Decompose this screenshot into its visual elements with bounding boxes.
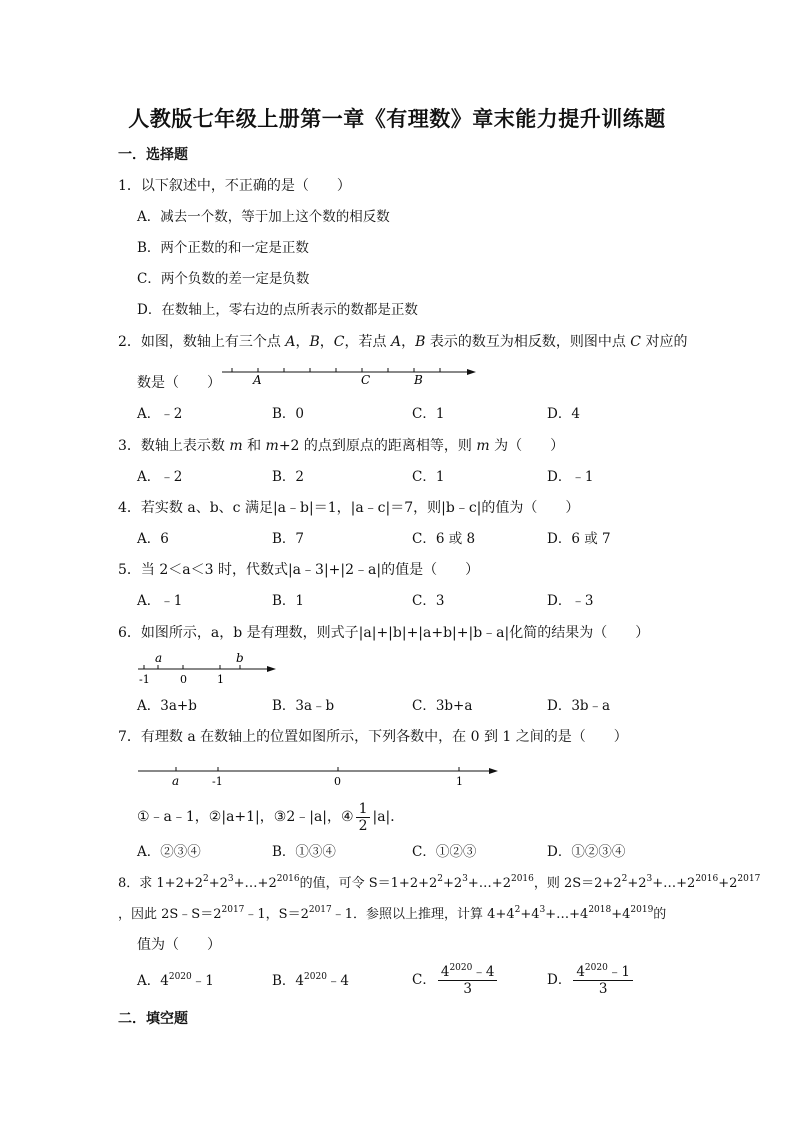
axis-label-a: A — [253, 373, 262, 386]
question-5-option-d: D．﹣3 — [547, 593, 594, 609]
question-6-stem: 6．如图所示，a，b 是有理数，则式子|a|+|b|+|a+b|+|b﹣a|化简的结果为（ ） — [118, 625, 650, 641]
axis-label-a: a — [155, 651, 163, 665]
page-title: 人教版七年级上册第一章《有理数》章末能力提升训练题 — [128, 106, 666, 131]
question-4-option-b: B．7 — [272, 531, 305, 547]
question-1-option-b: B．两个正数的和一定是正数 — [137, 240, 309, 256]
question-7-option-d: D．①②③④ — [547, 844, 626, 860]
question-6-option-c: C．3b+a — [412, 698, 473, 714]
axis-label-b: b — [236, 651, 244, 665]
axis-tick-neg1: -1 — [139, 673, 150, 686]
section-heading-choice: 一．选择题 — [118, 147, 188, 163]
question-7-stem: 7．有理数 a 在数轴上的位置如图所示，下列各数中，在 0 到 1 之间的是（ ） — [118, 729, 628, 745]
question-1-option-a: A．减去一个数，等于加上这个数的相反数 — [137, 209, 390, 225]
question-6-option-d: D．3b﹣a — [547, 698, 611, 714]
question-8-option-b: B．$4^{2020}﹣4$ — [272, 972, 350, 989]
question-8-stem-line2: ，因此 $2S﹣S=2^{2017}﹣1$，$S=2^{2017}﹣1$．参照以上推理，计算 $4+4^2+4^3+\dots+4^{2018}+4^{2019}$的 — [118, 905, 667, 922]
fraction-half: $\frac{1}{2}$ — [356, 801, 371, 834]
question-2-option-b: B．0 — [272, 406, 305, 422]
question-1-stem: 1．以下叙述中，不正确的是（ ） — [118, 178, 351, 194]
axis-tick-1: 1 — [456, 775, 463, 788]
axis-label-a: a — [172, 774, 180, 788]
question-1-option-d: D．在数轴上，零右边的点所表示的数都是正数 — [137, 302, 418, 318]
question-7-option-c: C．①②③ — [412, 844, 477, 860]
question-4-option-a: A．6 — [137, 531, 169, 547]
question-6-option-a: A．3a+b — [137, 698, 197, 714]
section-heading-fill: 二．填空题 — [118, 1011, 188, 1027]
axis-tick-0: 0 — [334, 775, 341, 788]
question-7-option-a: A．②③④ — [137, 844, 201, 860]
question-8-option-a: A．$4^{2020}﹣1$ — [137, 972, 214, 989]
question-8-option-d: D． $\frac{4^{2020}﹣1}{3}$ — [547, 962, 635, 998]
fraction-d: $\frac{4^{2020}﹣1}{3}$ — [573, 964, 633, 997]
question-7-number-line — [136, 763, 504, 789]
question-1-option-c: C．两个负数的差一定是负数 — [137, 271, 310, 287]
question-6-number-line — [136, 650, 281, 686]
question-3-option-b: B．2 — [272, 469, 305, 485]
question-7-items: ①﹣a﹣1，②|a+1|，③2﹣|a|，④ $\frac{1}{2}$ |a|． — [137, 800, 405, 834]
question-4-option-d: D．6 或 7 — [547, 531, 611, 547]
axis-label-c: C — [361, 373, 371, 386]
question-2-option-c: C．1 — [412, 406, 445, 422]
axis-tick-neg1: -1 — [212, 775, 223, 788]
axis-tick-0: 0 — [180, 673, 187, 686]
question-7-option-b: B．①③④ — [272, 844, 336, 860]
question-3-option-d: D．﹣1 — [547, 469, 594, 485]
fraction-c: $\frac{4^{2020}﹣4}{3}$ — [438, 964, 498, 997]
question-4-stem: 4．若实数 a、b、c 满足|a﹣b|＝1，|a﹣c|＝7，则|b﹣c|的值为（ ） — [118, 500, 580, 516]
axis-label-b: B — [414, 373, 423, 386]
question-2-stem-line2: 数是（ ） — [137, 375, 221, 391]
question-3-option-c: C．1 — [412, 469, 445, 485]
question-2-option-a: A．﹣2 — [137, 406, 183, 422]
question-5-option-b: B．1 — [272, 593, 305, 609]
question-4-option-c: C．6 或 8 — [412, 531, 476, 547]
question-2-number-line — [220, 362, 480, 386]
question-5-stem: 5．当 2＜a＜3 时，代数式|a﹣3|+|2﹣a|的值是（ ） — [118, 562, 480, 578]
question-5-option-c: C．3 — [412, 593, 445, 609]
axis-tick-1: 1 — [217, 673, 224, 686]
question-8-option-c: C． $\frac{4^{2020}﹣4}{3}$ — [412, 962, 499, 998]
question-2-option-d: D．4 — [547, 406, 580, 422]
question-5-option-a: A．﹣1 — [137, 593, 183, 609]
question-6-option-b: B．3a﹣b — [272, 698, 335, 714]
question-8-stem-line3: 值为（ ） — [137, 937, 221, 953]
question-8-stem-line1: 8．求 $1+2+2^2+2^3+\dots+2^{2016}$的值，可令 $S=1+2+2^2+2^3+\dots+2^{2016}$，则 $2S=2+2^2+2^3+\dots+2^{2016}+2^{2017}$ — [118, 874, 761, 891]
question-2-stem: 2．如图，数轴上有三个点 A，B，C，若点 A，B 表示的数互为相反数，则图中点 C 对应的 — [118, 334, 688, 350]
question-3-option-a: A．﹣2 — [137, 469, 183, 485]
question-3-stem: 3．数轴上表示数 m 和 m+2 的点到原点的距离相等，则 m 为（ ） — [118, 438, 565, 454]
